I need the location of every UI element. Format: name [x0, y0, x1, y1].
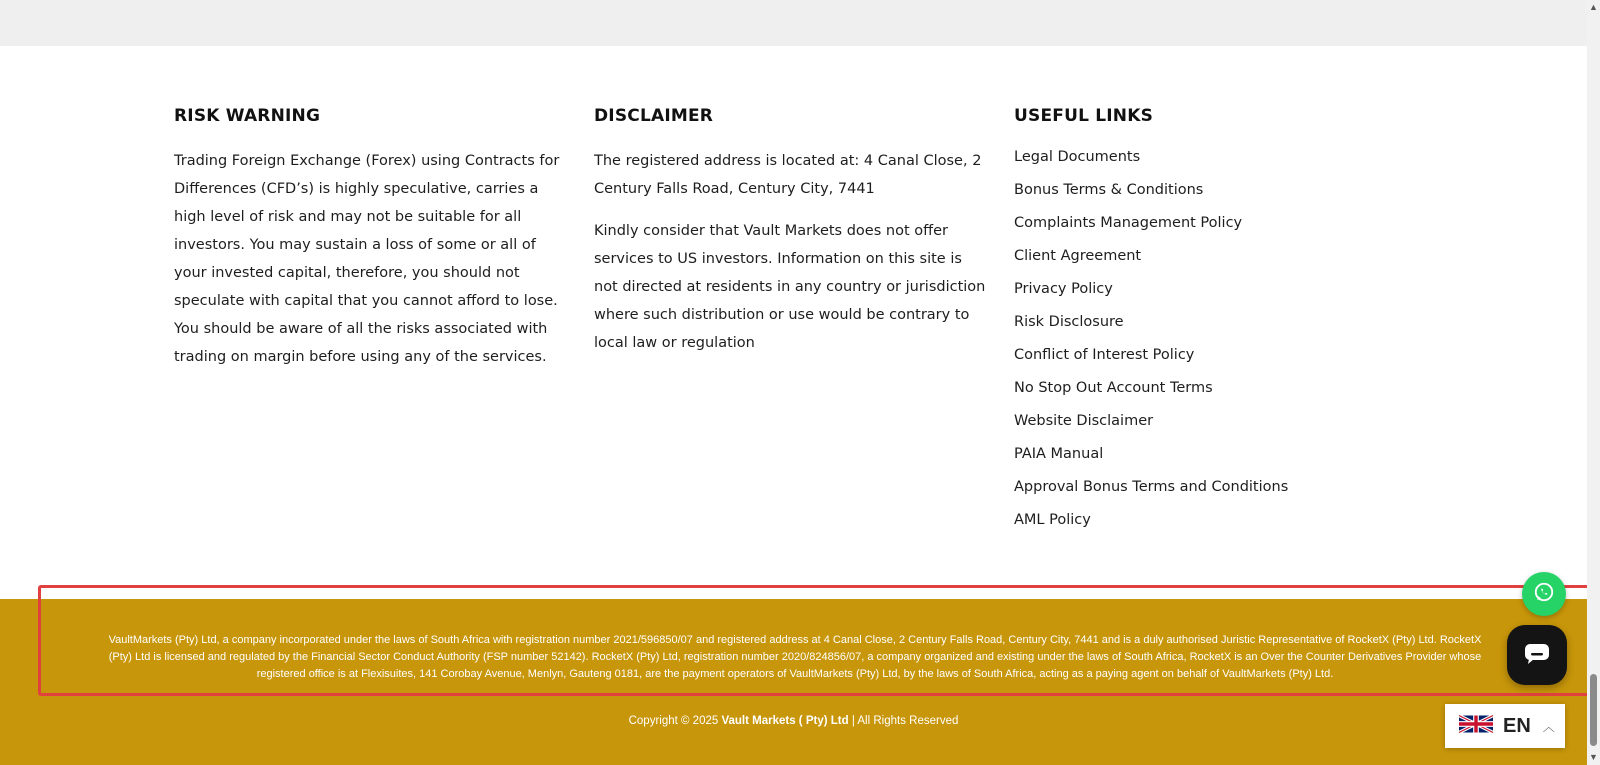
link-risk-disclosure[interactable]: Risk Disclosure	[1014, 314, 1124, 330]
highlight-box	[38, 585, 1590, 696]
link-approval-bonus-terms[interactable]: Approval Bonus Terms and Conditions	[1014, 479, 1289, 495]
disclaimer-section	[594, 106, 989, 371]
list-item	[1014, 312, 1434, 345]
whatsapp-icon	[1533, 581, 1555, 608]
link-legal-documents[interactable]: Legal Documents	[1014, 149, 1141, 165]
language-code: EN	[1503, 714, 1531, 737]
useful-links-section	[1014, 106, 1434, 543]
list-item	[1014, 246, 1434, 279]
scroll-up-arrow-icon[interactable]: ▲	[1589, 2, 1598, 12]
list-item	[1014, 213, 1434, 246]
link-aml-policy[interactable]: AML Policy	[1014, 512, 1091, 528]
chevron-up-icon: ︿	[1542, 719, 1555, 734]
chat-button[interactable]	[1507, 625, 1567, 685]
list-item	[1014, 180, 1434, 213]
link-bonus-terms[interactable]: Bonus Terms & Conditions	[1014, 182, 1204, 198]
scrollbar-thumb[interactable]	[1590, 674, 1597, 746]
list-item	[1014, 147, 1434, 180]
list-item	[1014, 279, 1434, 312]
link-complaints-policy[interactable]: Complaints Management Policy	[1014, 215, 1243, 231]
language-selector[interactable]	[1445, 704, 1565, 748]
copyright-prefix: Copyright © 2025	[628, 715, 719, 727]
list-item	[1014, 510, 1434, 543]
disclaimer-heading: DISCLAIMER	[594, 106, 714, 126]
link-paia-manual[interactable]: PAIA Manual	[1014, 446, 1104, 462]
list-item	[1014, 477, 1434, 510]
link-privacy-policy[interactable]: Privacy Policy	[1014, 281, 1113, 297]
useful-links-heading: USEFUL LINKS	[1014, 106, 1154, 126]
list-item	[1014, 378, 1434, 411]
risk-warning-section	[174, 106, 569, 385]
company-name: Vault Markets ( Pty) Ltd	[721, 715, 849, 727]
link-no-stop-out[interactable]: No Stop Out Account Terms	[1014, 380, 1213, 396]
risk-warning-heading: RISK WARNING	[174, 106, 321, 126]
copyright-suffix: | All Rights Reserved	[851, 715, 959, 727]
list-item	[1014, 411, 1434, 444]
disclaimer-address: The registered address is located at: 4 Canal Close, 2 Century Falls Road, Century City, 7441	[594, 153, 982, 197]
risk-warning-text: Trading Foreign Exchange (Forex) using Contracts for Differences (CFD’s) is highly speculative, carries a high level of risk and may not be suitable for all investors. You may sustain a loss of some or all of your invested capital, therefore, you should not speculate with capital that you cannot afford to lose. You should be aware of all the risks associated with trading on margin before using any of the services.	[174, 153, 560, 365]
list-item	[1014, 444, 1434, 477]
uk-flag-icon	[1459, 712, 1493, 741]
legal-notice: VaultMarkets (Pty) Ltd, a company incorporated under the laws of South Africa with registration number 2021/596850/07 and registered address at 4 Canal Close, 2 Century Falls Road, Century City, 7441 and is a duly authorised Juristic Representative of RocketX (Pty) Ltd. RocketX (Pty) Ltd is licensed and regulated by the Financial Sector Conduct Authority (FSP number 52142). RocketX (Pty) Ltd, registration number 2020/824856/07, a company organized and existing under the laws of South Africa, RocketX is an Over the Counter Derivatives Provider whose registered office is at Flexisuites, 141 Corobay Avenue, Menlyn, Gauteng 0181, are the payment operators of VaultMarkets (Pty) Ltd, by the laws of South Africa, acting as a paying agent on behalf of VaultMarkets (Pty) Ltd.	[108, 634, 1482, 680]
whatsapp-button[interactable]	[1522, 572, 1566, 616]
link-client-agreement[interactable]: Client Agreement	[1014, 248, 1142, 264]
disclaimer-notice: Kindly consider that Vault Markets does not offer services to US investors. Information on this site is not directed at residents in any country or jurisdiction where such distribution or use would be contrary to local law or regulation	[594, 223, 986, 351]
list-item	[1014, 345, 1434, 378]
top-gray-band	[0, 0, 1587, 46]
useful-links-list	[1014, 147, 1434, 543]
scrollbar[interactable]	[1587, 0, 1600, 765]
link-website-disclaimer[interactable]: Website Disclaimer	[1014, 413, 1154, 429]
chat-bubble-icon	[1523, 641, 1551, 670]
copyright	[0, 715, 1587, 727]
scroll-down-arrow-icon[interactable]: ▼	[1589, 752, 1598, 762]
link-conflict-of-interest[interactable]: Conflict of Interest Policy	[1014, 347, 1195, 363]
